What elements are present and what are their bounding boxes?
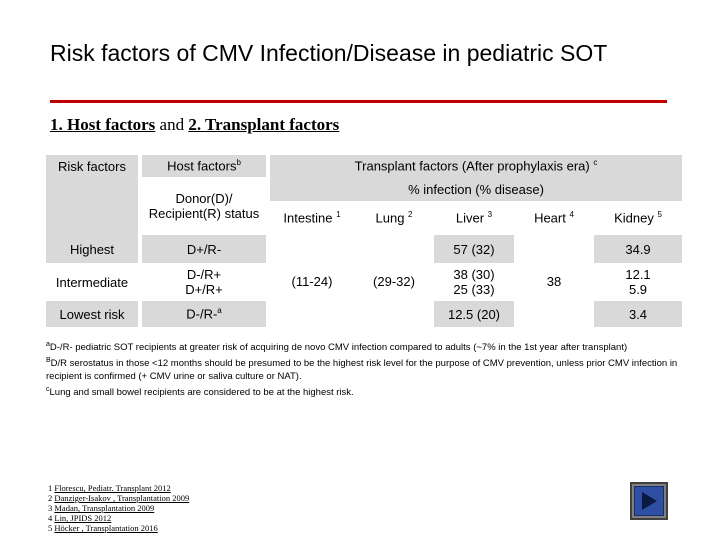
references — [48, 483, 189, 533]
heart-value: 38 — [514, 235, 594, 327]
subtitle-part1: 1. Host factors — [50, 115, 156, 134]
subtitle-part2: 2. Transplant factors — [188, 115, 340, 134]
footnote-c: $^c$Lung and small bowel recipients are considered to be at the highest risk. — [46, 386, 354, 399]
organ-intestine: Intestine $^1$ — [283, 210, 341, 226]
header-risk-factors: Risk factors — [46, 155, 138, 177]
footnote-b: $^B$D/R serostatus in those <12 months should be presumed to be the highest risk level for the purpose of CMV prevention, unless prior CMV infection in recipient is confirmed (+ CMV urine or saliva culture or NAT). — [46, 357, 678, 383]
host-intermediate: D-/R+ D+/R+ — [185, 267, 223, 297]
pct-infection-header: % infection (% disease) — [270, 177, 682, 201]
table-row — [46, 235, 682, 263]
header-host-factors: Host factors$^b$ — [142, 155, 266, 177]
host-highest: D+/R- — [142, 235, 266, 263]
liver-highest: 57 (32) — [434, 235, 514, 263]
play-triangle-icon — [640, 491, 658, 511]
host-lowest: D-/R-$^a$ — [142, 301, 266, 327]
organ-heart: Heart $^4$ — [534, 210, 574, 226]
page-title: Risk factors of CMV Infection/Disease in pediatric SOT — [50, 40, 608, 66]
footnote-a: $^a$D-/R- pediatric SOT recipients at greater risk of acquiring de novo CMV infection compared to adults (~7% in the 1st year after transplant) — [46, 341, 628, 354]
header-row — [46, 155, 682, 177]
subheader-row — [46, 177, 682, 235]
reference-item[interactable]: 1 Florescu, Pediatr. Transplant 2012 — [48, 483, 171, 493]
donor-recipient-status: Donor(D)/ Recipient(R) status — [148, 191, 260, 221]
reference-item[interactable]: 4 Lin, JPIDS 2012 — [48, 513, 112, 523]
lung-range: (29-32) — [354, 235, 434, 327]
liver-intermediate: 38 (30) 25 (33) — [453, 267, 495, 297]
risk-factors-table — [46, 155, 682, 327]
organ-lung: Lung $^2$ — [375, 210, 413, 226]
kidney-intermediate: 12.1 5.9 — [625, 267, 651, 297]
row-label-highest: Highest — [46, 235, 138, 263]
next-slide-button[interactable] — [630, 482, 668, 520]
row-label-intermediate: Intermediate — [55, 274, 129, 290]
liver-lowest: 12.5 (20) — [434, 301, 514, 327]
kidney-lowest: 3.4 — [594, 301, 682, 327]
header-transplant-factors: Transplant factors (After prophylaxis era) $^c$ — [270, 155, 682, 177]
reference-item[interactable]: 5 Höcker , Transplantation 2016 — [48, 523, 158, 533]
reference-item[interactable]: 3 Madan, Transplantation 2009 — [48, 503, 155, 513]
subtitle — [50, 115, 339, 135]
title-underline — [50, 100, 667, 103]
organ-liver: Liver $^3$ — [455, 210, 493, 226]
reference-item[interactable]: 2 Danziger-Isakov , Transplantation 2009 — [48, 493, 190, 503]
footnotes — [46, 338, 706, 399]
kidney-highest: 34.9 — [594, 235, 682, 263]
row-label-lowest: Lowest risk — [46, 301, 138, 327]
subtitle-and: and — [155, 115, 189, 134]
organ-kidney: Kidney $^5$ — [614, 210, 662, 226]
intestine-range: (11-24) — [270, 235, 354, 327]
